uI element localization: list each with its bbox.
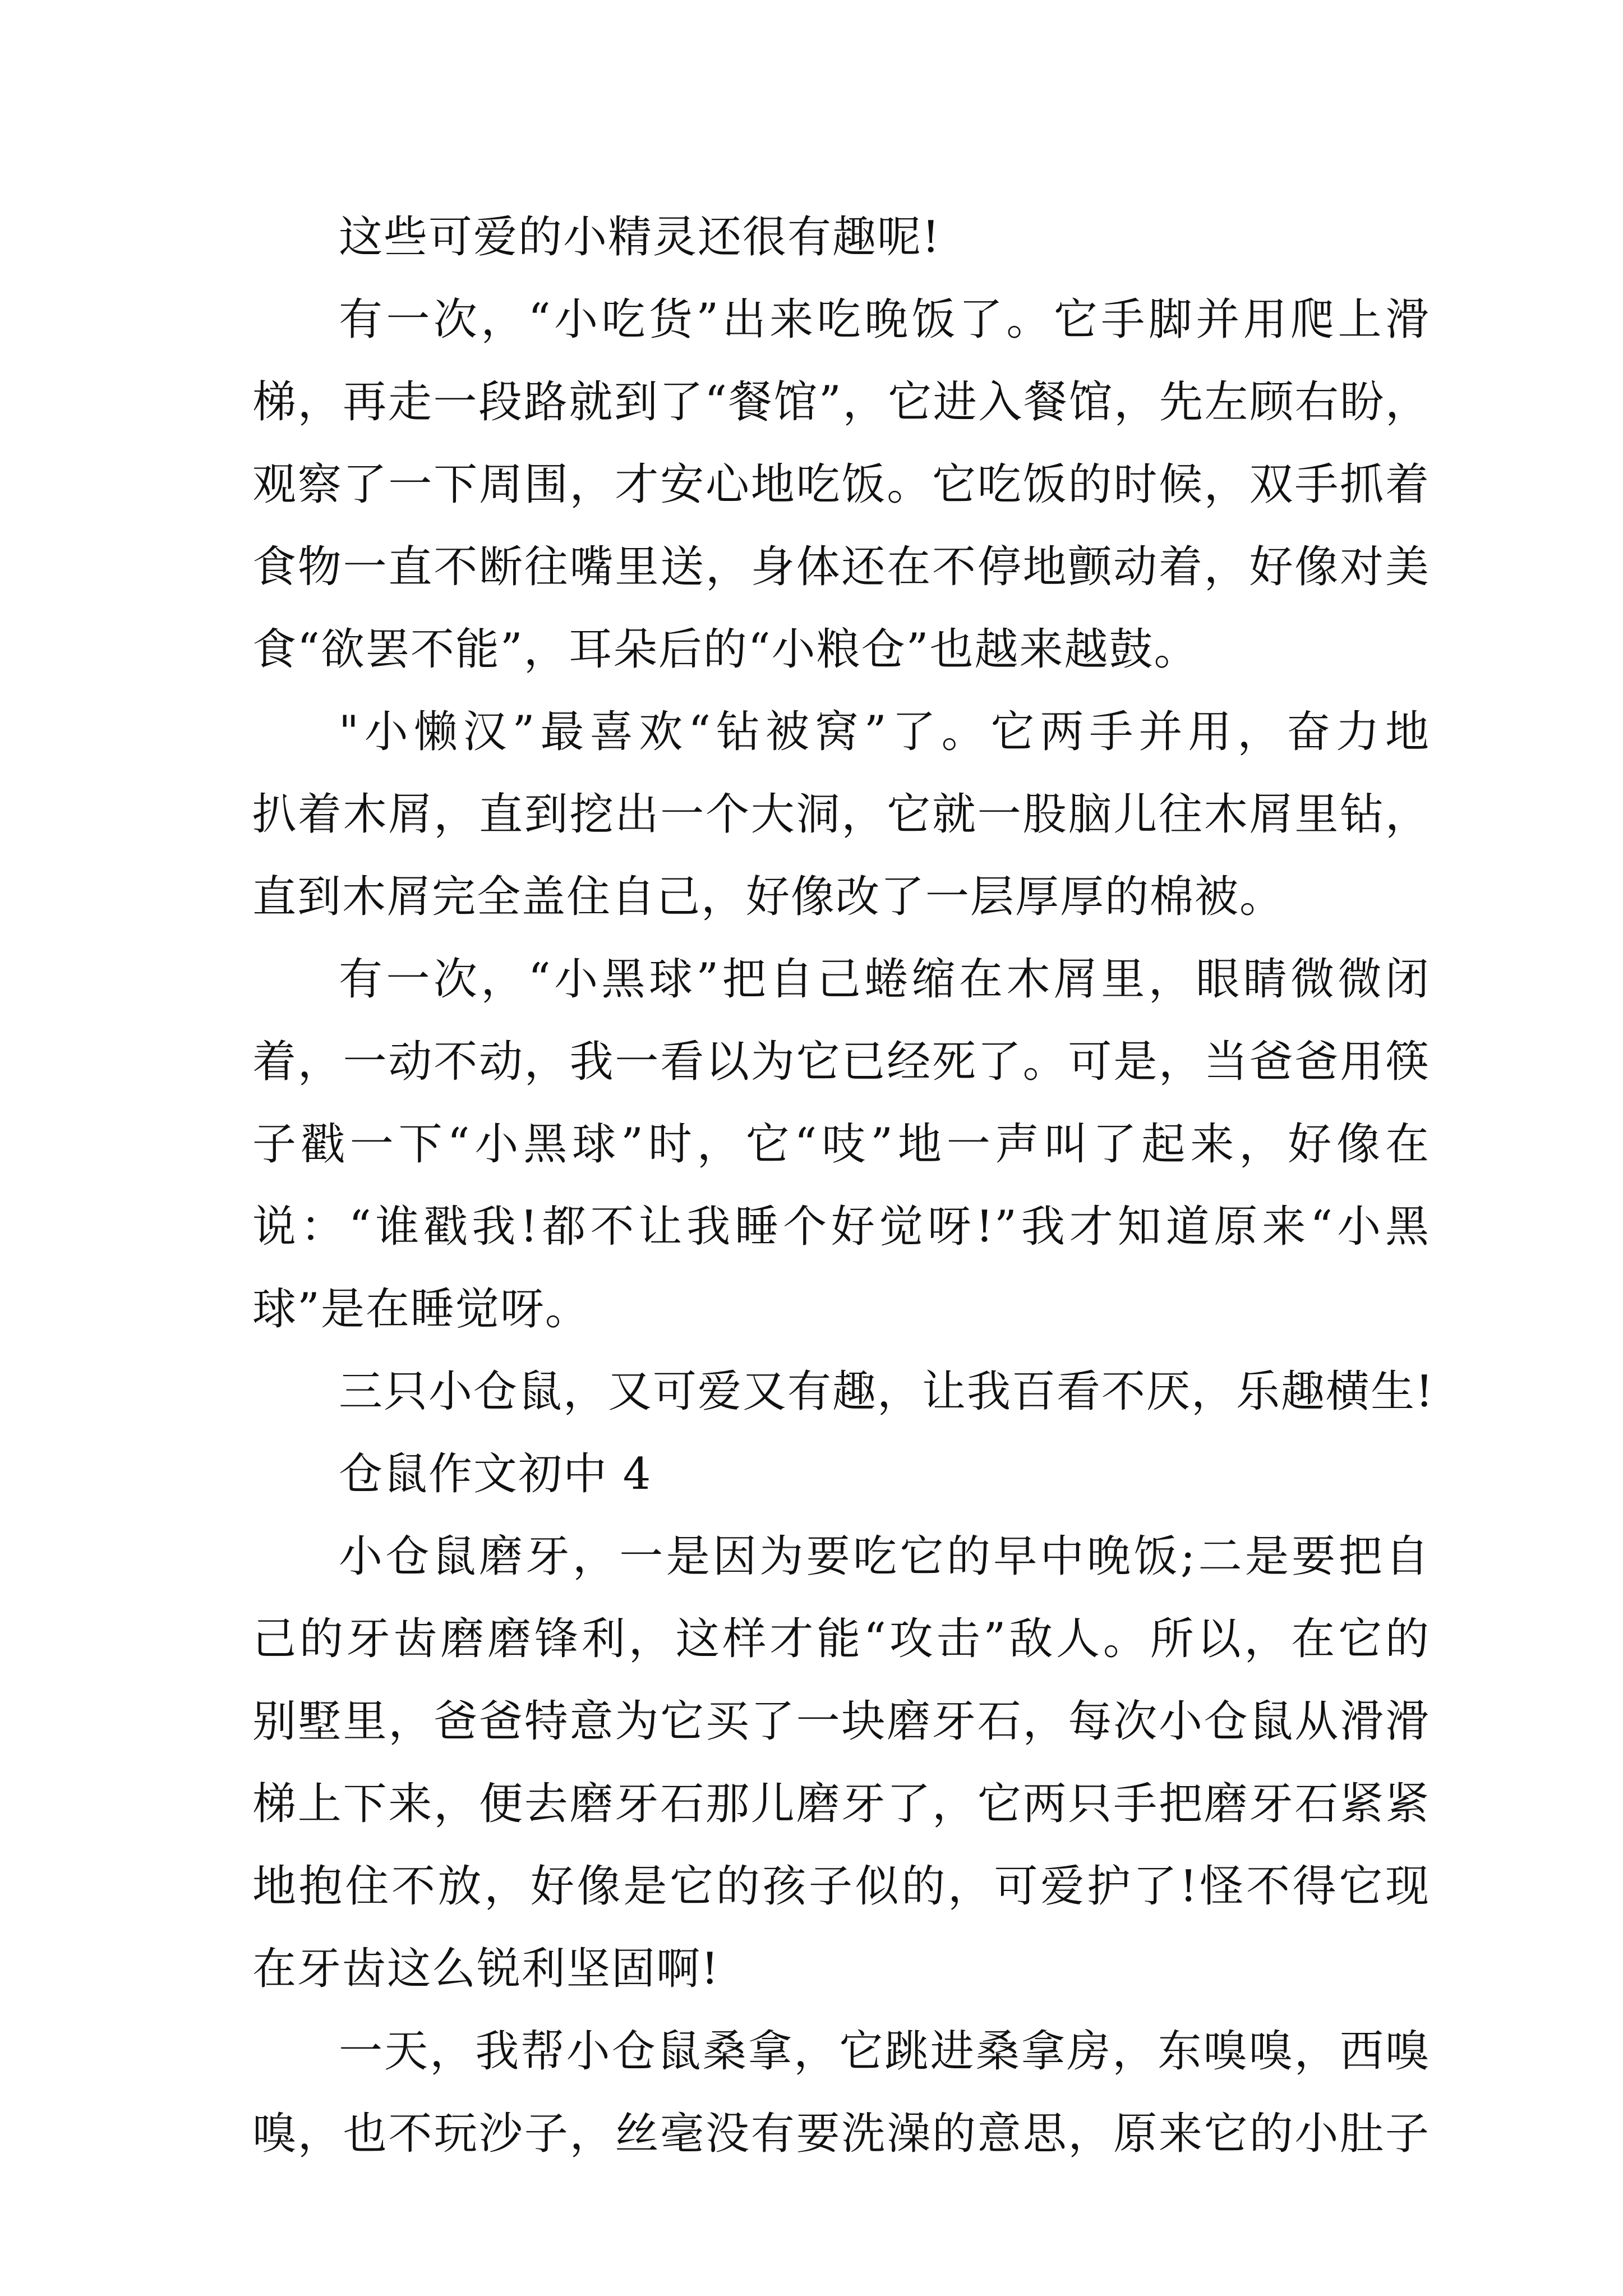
text-line: 梯上下来，便去磨牙石那儿磨牙了，它两只手把磨牙石紧紧	[252, 1779, 1430, 1829]
text-line: 着，一动不动，我一看以为它已经死了。可是，当爸爸用筷	[252, 1037, 1430, 1087]
text-line: 别墅里，爸爸特意为它买了一块磨牙石，每次小仓鼠从滑滑	[252, 1696, 1430, 1747]
text-line: 嗅，也不玩沙子，丝毫没有要洗澡的意思，原来它的小肚子	[252, 2109, 1430, 2159]
text-line: 子戳一下“小黑球”时，它“吱”地一声叫了起来，好像在	[252, 1119, 1430, 1170]
text-line: 球”是在睡觉呀。	[252, 1284, 590, 1335]
text-line: 在牙齿这么锐利坚固啊!	[252, 1944, 720, 1994]
section-heading: 仓鼠作文初中 4	[339, 1449, 652, 1499]
text-line: 有一次，“小黑球”把自己蜷缩在木屑里，眼睛微微闭	[339, 954, 1430, 1005]
text-line: 小仓鼠磨牙，一是因为要吃它的早中晚饭;二是要把自	[339, 1531, 1430, 1582]
text-line: 观察了一下周围，才安心地吃饭。它吃饭的时候，双手抓着	[252, 459, 1430, 510]
text-line: 直到木屑完全盖住自己，好像改了一层厚厚的棉被。	[252, 872, 1285, 922]
text-line: 食物一直不断往嘴里送，身体还在不停地颤动着，好像对美	[252, 542, 1430, 592]
text-line: 三只小仓鼠，又可爱又有趣，让我百看不厌，乐趣横生!	[339, 1366, 1435, 1417]
text-line: 这些可爱的小精灵还很有趣呢!	[339, 212, 941, 263]
text-line: 扒着木屑，直到挖出一个大洞，它就一股脑儿往木屑里钻，	[252, 789, 1430, 840]
text-line: 有一次，“小吃货”出来吃晚饭了。它手脚并用爬上滑	[339, 295, 1430, 345]
text-line: 一天，我帮小仓鼠桑拿，它跳进桑拿房，东嗅嗅，西嗅	[339, 2026, 1430, 2077]
text-line: 己的牙齿磨磨锋利，这样才能“攻击”敌人。所以，在它的	[252, 1614, 1430, 1664]
text-line: "小懒汉”最喜欢“钻被窝”了。它两手并用，奋力地	[339, 707, 1430, 757]
text-line: 说：“谁戳我!都不让我睡个好觉呀!”我才知道原来“小黑	[252, 1202, 1430, 1252]
text-line: 地抱住不放，好像是它的孩子似的，可爱护了!怪不得它现	[252, 1861, 1430, 1912]
text-line: 食“欲罢不能”，耳朵后的“小粮仓”也越来越鼓。	[252, 624, 1199, 675]
text-line: 梯，再走一段路就到了“餐馆”，它进入餐馆，先左顾右盼，	[252, 377, 1430, 427]
